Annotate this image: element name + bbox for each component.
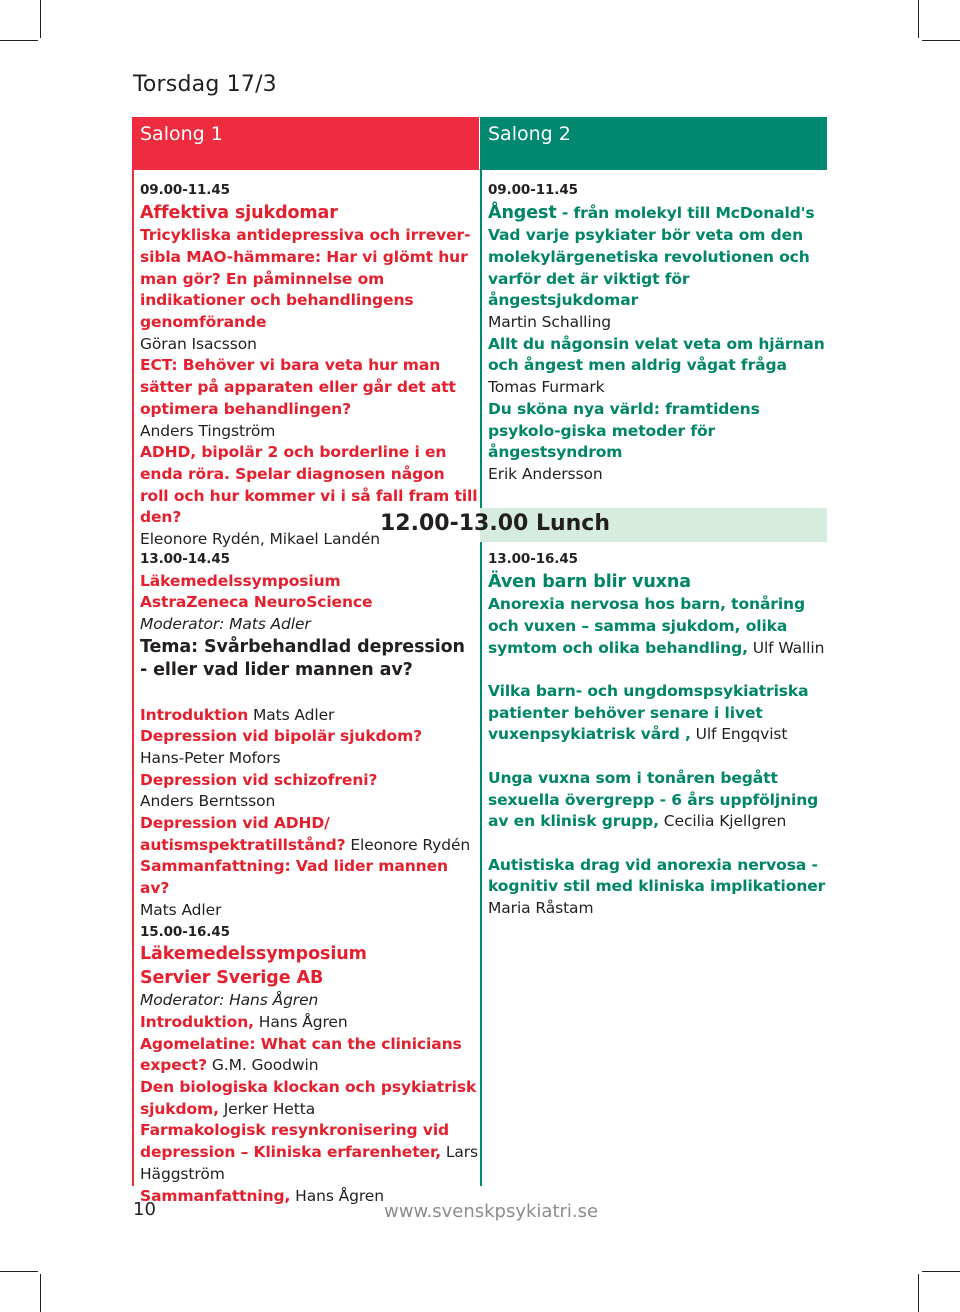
- salong-1-header: Salong 1: [132, 117, 479, 170]
- talk-title: Depression vid bipolär sjukdom?: [140, 727, 423, 746]
- crop-mark: [0, 40, 38, 41]
- session-title: Även barn blir vuxna: [488, 571, 691, 592]
- talk-line: [140, 705, 478, 727]
- speaker: Martin Schalling: [488, 313, 612, 332]
- talk-line: [140, 1012, 478, 1034]
- session-title: Läkemedelssymposium: [140, 571, 341, 590]
- talk-line: [488, 594, 828, 659]
- talk-line: [140, 1120, 478, 1185]
- talk-title: Vad varje psykiater bör veta om den molekylärgenetiska revolutionen och varför det är viktigt för ångestsjukdomar: [488, 226, 810, 310]
- salong-1-rule: [132, 170, 134, 1186]
- lunch-label: 12.00-13.00 Lunch: [380, 511, 611, 536]
- talk-line: [140, 813, 478, 856]
- salong-2-morning: [488, 180, 828, 486]
- talk-title: Autistiska drag vid anorexia nervosa - kognitiv stil med kliniska implikationer: [488, 855, 826, 896]
- crop-mark: [922, 1271, 960, 1272]
- session-time: 09.00-11.45: [488, 182, 578, 198]
- session-time: 13.00-14.45: [140, 551, 230, 567]
- salong-2-header: Salong 2: [480, 117, 827, 170]
- speaker: Cecilia Kjellgren: [658, 812, 787, 831]
- talk-title: Farmakologisk resynkronisering vid depression – Kliniska erfarenheter,: [140, 1121, 450, 1162]
- session-title: [488, 202, 828, 226]
- talk-title: Introduktion: [140, 705, 249, 724]
- speaker: Tomas Furmark: [488, 378, 605, 397]
- salong-1-afternoon: [140, 549, 478, 1207]
- moderator: Moderator: Mats Adler: [140, 615, 311, 634]
- session-time: 15.00-16.45: [140, 923, 230, 940]
- speaker: Anders Berntsson: [140, 792, 276, 811]
- speaker: Hans Ågren: [290, 1186, 384, 1205]
- talk-title: Sammanfattning: Vad lider mannen av?: [140, 857, 448, 898]
- speaker: Mats Adler: [248, 705, 335, 724]
- talk-title: Vilka barn- och ungdomspsykiatriska patienter behöver senare i livet vuxenpsykiatrisk vård ,: [488, 682, 809, 744]
- talk-title: Unga vuxna som i tonåren begått sexuella övergrepp - 6 års uppföljning av en klinisk grupp,: [488, 768, 819, 831]
- speaker: Eleonore Rydén, Mikael Landén: [140, 530, 380, 549]
- salong-1-morning: [140, 180, 478, 551]
- speaker: Anders Tingström: [140, 421, 276, 440]
- page-title: Torsdag 17/3: [133, 72, 277, 97]
- salong-2-rule-bottom: [480, 542, 482, 1186]
- talk-title: Depression vid schizofreni?: [140, 770, 378, 789]
- speaker: Jerker Hetta: [218, 1099, 316, 1118]
- talk-title: Anorexia nervosa hos barn, tonåring och vuxen – samma sjukdom, olika symtom och olika behandling,: [488, 595, 805, 657]
- speaker: Eleonore Rydén: [345, 835, 471, 854]
- session-title: Läkemedelssymposium: [140, 944, 367, 965]
- speaker: Lars Häggström: [140, 1143, 479, 1183]
- speaker: Hans Ågren: [253, 1012, 348, 1031]
- salong-2-rule-top: [480, 170, 482, 508]
- talk-title: Tricykliska antidepressiva och irrever-sibla MAO-hämmare: Har vi glömt hur man gör? En påminnelse om indikationer och behandlingens genomförande: [140, 226, 471, 332]
- speaker: G.M. Goodwin: [207, 1056, 319, 1075]
- session-theme: Tema: Svårbehandlad depression - eller vad lider mannen av?: [140, 636, 465, 681]
- crop-mark: [922, 40, 960, 41]
- talk-title: Du sköna nya värld: framtidens psykolo-giska metoder för ångestsyndrom: [488, 399, 760, 462]
- speaker: Mats Adler: [140, 900, 222, 919]
- sponsor: AstraZeneca NeuroScience: [140, 593, 373, 612]
- speaker: Hans-Peter Mofors: [140, 748, 281, 767]
- talk-line: [488, 681, 828, 746]
- session-time: 13.00-16.45: [488, 551, 578, 567]
- crop-mark: [918, 0, 919, 38]
- session-title-main: Ångest: [488, 202, 557, 223]
- talk-title-part: ADHD, bipolär 2 och borderline i en enda röra.: [140, 443, 447, 483]
- speaker: Maria Råstam: [488, 899, 594, 917]
- speaker: Ulf Engqvist: [690, 725, 788, 744]
- crop-mark: [40, 1274, 41, 1312]
- salong-2-afternoon: [488, 549, 828, 920]
- talk-line: [488, 768, 828, 833]
- talk-title: Den biologiska klockan och psykiatrisk sjukdom,: [140, 1078, 477, 1118]
- speaker: Göran Isacsson: [140, 334, 257, 353]
- talk-title: Agomelatine: What can the clinicians expect?: [140, 1034, 462, 1075]
- moderator: Moderator: Hans Ågren: [140, 991, 319, 1010]
- sponsor: Servier Sverige AB: [140, 967, 324, 988]
- crop-mark: [918, 1274, 919, 1312]
- speaker: Ulf Wallin: [747, 638, 825, 657]
- talk-line: [140, 1034, 478, 1077]
- session-title: Affektiva sjukdomar: [140, 202, 338, 223]
- talk-title: ECT: Behöver vi bara veta hur man sätter på apparaten eller går det att optimera behandlingen?: [140, 356, 456, 418]
- session-subtitle: - från molekyl till McDonald's: [556, 203, 815, 222]
- speaker: Erik Andersson: [488, 464, 603, 483]
- page-number: 10: [133, 1199, 156, 1220]
- crop-mark: [40, 0, 41, 38]
- talk-title: Depression vid ADHD/ autismspektratillstånd?: [140, 814, 346, 854]
- crop-mark: [0, 1271, 38, 1272]
- talk-title: [140, 442, 478, 529]
- talk-line: [140, 1077, 478, 1120]
- talk-title: Sammanfattning,: [140, 1186, 291, 1205]
- talk-title-part: Spelar diagnosen någon roll och hur kommer vi i så fall fram till den?: [140, 464, 478, 527]
- talk-title: Allt du någonsin velat veta om hjärnan och ångest men aldrig vågat fråga: [488, 334, 825, 375]
- talk-title: Introduktion,: [140, 1012, 254, 1031]
- session-time: 09.00-11.45: [140, 182, 230, 198]
- footer-url: www.svenskpsykiatri.se: [384, 1201, 599, 1222]
